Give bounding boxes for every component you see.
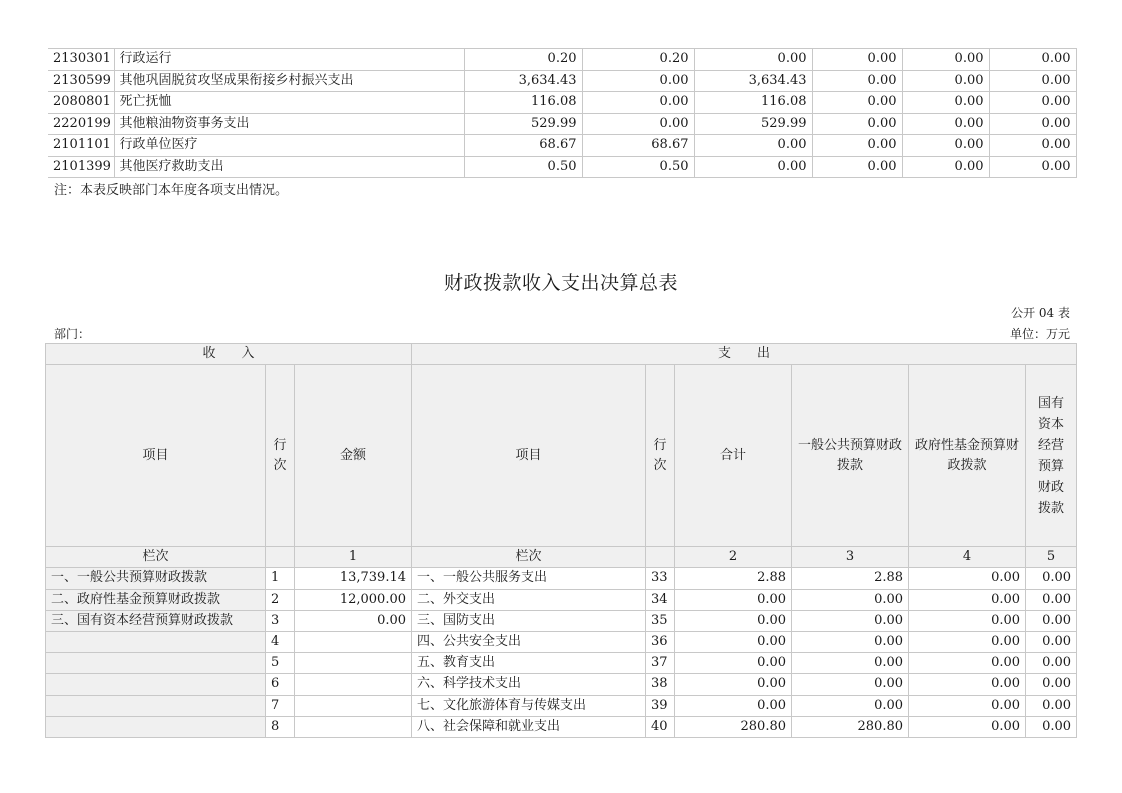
- table-row: [48, 92, 1076, 114]
- amount-cell: 68.67: [464, 135, 582, 157]
- amount-cell: 0.00: [989, 49, 1076, 71]
- amount-cell: 68.67: [582, 135, 694, 157]
- income-line-no: 7: [266, 695, 295, 716]
- amount-cell: 0.00: [902, 135, 989, 157]
- amount-cell: 0.00: [902, 70, 989, 92]
- state-capital-amount: 0.00: [1026, 589, 1077, 610]
- table-row: [48, 156, 1076, 178]
- expense-item: 七、文化旅游体育与传媒支出: [412, 695, 646, 716]
- amount-cell: 0.00: [989, 156, 1076, 178]
- state-capital-amount: 0.00: [1026, 568, 1077, 589]
- state-capital-amount: 0.00: [1026, 631, 1077, 652]
- general-budget-amount: 0.00: [792, 610, 909, 631]
- income-item: [46, 674, 266, 695]
- state-capital-amount: 0.00: [1026, 674, 1077, 695]
- table-row: [46, 589, 1077, 610]
- col-income-line: 行次: [266, 365, 295, 547]
- income-amount: [295, 674, 412, 695]
- seq-label-income: 栏次: [46, 547, 266, 568]
- seq-4: 4: [909, 547, 1026, 568]
- amount-cell: 0.00: [902, 49, 989, 71]
- table-row: [46, 695, 1077, 716]
- income-line-no: 2: [266, 589, 295, 610]
- fund-budget-amount: 0.00: [909, 695, 1026, 716]
- subject-code: 2080801: [48, 92, 114, 114]
- income-item: 二、政府性基金预算财政拨款: [46, 589, 266, 610]
- expense-item: 四、公共安全支出: [412, 631, 646, 652]
- amount-cell: 0.00: [812, 156, 902, 178]
- table-row: [48, 135, 1076, 157]
- fund-budget-amount: 0.00: [909, 610, 1026, 631]
- col-state-capital: 国有资本经营预算财政拨款: [1026, 365, 1077, 547]
- subject-name: 其他巩固脱贫攻坚成果衔接乡村振兴支出: [114, 70, 464, 92]
- subject-code: 2101399: [48, 156, 114, 178]
- fund-budget-amount: 0.00: [909, 568, 1026, 589]
- form-number: 公开 04 表: [1011, 306, 1070, 320]
- amount-cell: 0.20: [582, 49, 694, 71]
- section-header-row: [46, 344, 1077, 365]
- expense-line-no: 34: [646, 589, 675, 610]
- amount-cell: 0.00: [694, 156, 812, 178]
- table-row: [46, 610, 1077, 631]
- income-line-no: 8: [266, 716, 295, 737]
- expense-item: 八、社会保障和就业支出: [412, 716, 646, 737]
- income-item: [46, 695, 266, 716]
- amount-cell: 0.00: [812, 92, 902, 114]
- income-amount: [295, 653, 412, 674]
- general-budget-amount: 0.00: [792, 589, 909, 610]
- state-capital-amount: 0.00: [1026, 695, 1077, 716]
- page-title: 财政拨款收入支出决算总表: [443, 272, 678, 294]
- subject-name: 其他医疗救助支出: [114, 156, 464, 178]
- col-income-item: 项目: [46, 365, 266, 547]
- expense-line-no: 37: [646, 653, 675, 674]
- seq-label-expense: 栏次: [412, 547, 646, 568]
- expense-item: 二、外交支出: [412, 589, 646, 610]
- amount-cell: 0.00: [902, 113, 989, 135]
- expense-line-no: 36: [646, 631, 675, 652]
- income-line-no: 1: [266, 568, 295, 589]
- total-amount: 0.00: [675, 589, 792, 610]
- total-amount: 2.88: [675, 568, 792, 589]
- table-row: [46, 631, 1077, 652]
- seq-3: 3: [792, 547, 909, 568]
- income-item: [46, 653, 266, 674]
- amount-cell: 0.00: [812, 49, 902, 71]
- amount-cell: 0.00: [989, 135, 1076, 157]
- subject-code: 2130301: [48, 49, 114, 71]
- expense-item: 一、一般公共服务支出: [412, 568, 646, 589]
- total-amount: 0.00: [675, 610, 792, 631]
- subject-name: 行政单位医疗: [114, 135, 464, 157]
- table-row: [46, 716, 1077, 737]
- subject-code: 2130599: [48, 70, 114, 92]
- fund-budget-amount: 0.00: [909, 589, 1026, 610]
- state-capital-amount: 0.00: [1026, 653, 1077, 674]
- amount-cell: 0.00: [989, 92, 1076, 114]
- total-amount: 280.80: [675, 716, 792, 737]
- amount-cell: 3,634.43: [694, 70, 812, 92]
- amount-cell: 0.00: [902, 92, 989, 114]
- subject-name: 死亡抚恤: [114, 92, 464, 114]
- col-general-budget: 一般公共预算财政拨款: [792, 365, 909, 547]
- income-line-no: 5: [266, 653, 295, 674]
- total-amount: 0.00: [675, 695, 792, 716]
- amount-cell: 0.00: [812, 135, 902, 157]
- subject-name: 行政运行: [114, 49, 464, 71]
- income-item: 一、一般公共预算财政拨款: [46, 568, 266, 589]
- column-header-row: [46, 365, 1077, 547]
- general-budget-amount: 0.00: [792, 631, 909, 652]
- amount-cell: 3,634.43: [464, 70, 582, 92]
- amount-cell: 116.08: [464, 92, 582, 114]
- subject-code: 2220199: [48, 113, 114, 135]
- expense-item: 六、科学技术支出: [412, 674, 646, 695]
- expense-header: 支 出: [412, 344, 1077, 365]
- general-budget-amount: 0.00: [792, 653, 909, 674]
- fund-budget-amount: 0.00: [909, 716, 1026, 737]
- department-label: 部门：: [54, 327, 91, 341]
- fund-budget-amount: 0.00: [909, 674, 1026, 695]
- amount-cell: 0.50: [582, 156, 694, 178]
- general-budget-amount: 0.00: [792, 674, 909, 695]
- income-header: 收 入: [46, 344, 412, 365]
- amount-cell: 0.00: [989, 113, 1076, 135]
- income-amount: [295, 695, 412, 716]
- total-amount: 0.00: [675, 631, 792, 652]
- expense-line-no: 39: [646, 695, 675, 716]
- expense-item: 五、教育支出: [412, 653, 646, 674]
- fund-budget-amount: 0.00: [909, 653, 1026, 674]
- seq-1: 1: [295, 547, 412, 568]
- table-row: [46, 674, 1077, 695]
- col-fund-budget: 政府性基金预算财政拨款: [909, 365, 1026, 547]
- amount-cell: 0.50: [464, 156, 582, 178]
- income-amount: [295, 716, 412, 737]
- amount-cell: 0.00: [582, 113, 694, 135]
- subject-name: 其他粮油物资事务支出: [114, 113, 464, 135]
- expenditure-detail-table: [48, 48, 1077, 178]
- seq-5: 5: [1026, 547, 1077, 568]
- expense-line-no: 33: [646, 568, 675, 589]
- state-capital-amount: 0.00: [1026, 610, 1077, 631]
- col-income-amount: 金额: [295, 365, 412, 547]
- table-row: [48, 49, 1076, 71]
- unit-label: 单位：万元: [1009, 327, 1070, 341]
- income-item: [46, 631, 266, 652]
- fund-budget-amount: 0.00: [909, 631, 1026, 652]
- amount-cell: 0.00: [582, 70, 694, 92]
- table-row: [48, 70, 1076, 92]
- income-item: 三、国有资本经营预算财政拨款: [46, 610, 266, 631]
- expense-line-no: 40: [646, 716, 675, 737]
- col-total: 合计: [675, 365, 792, 547]
- table-note: 注：本表反映部门本年度各项支出情况。: [54, 183, 289, 198]
- amount-cell: 529.99: [694, 113, 812, 135]
- fiscal-summary-table: [45, 343, 1077, 738]
- amount-cell: 0.00: [694, 135, 812, 157]
- amount-cell: 0.00: [902, 156, 989, 178]
- table-row: [46, 568, 1077, 589]
- general-budget-amount: 2.88: [792, 568, 909, 589]
- state-capital-amount: 0.00: [1026, 716, 1077, 737]
- total-amount: 0.00: [675, 653, 792, 674]
- expense-line-no: 38: [646, 674, 675, 695]
- amount-cell: 0.00: [694, 49, 812, 71]
- expense-line-no: 35: [646, 610, 675, 631]
- expense-item: 三、国防支出: [412, 610, 646, 631]
- income-amount: 0.00: [295, 610, 412, 631]
- income-item: [46, 716, 266, 737]
- column-sequence-row: [46, 547, 1077, 568]
- col-expense-line: 行次: [646, 365, 675, 547]
- income-amount: [295, 631, 412, 652]
- table-row: [46, 653, 1077, 674]
- col-expense-item: 项目: [412, 365, 646, 547]
- amount-cell: 0.00: [812, 70, 902, 92]
- amount-cell: 0.00: [582, 92, 694, 114]
- table-row: [48, 113, 1076, 135]
- amount-cell: 0.00: [812, 113, 902, 135]
- amount-cell: 116.08: [694, 92, 812, 114]
- amount-cell: 0.00: [989, 70, 1076, 92]
- subject-code: 2101101: [48, 135, 114, 157]
- amount-cell: 0.20: [464, 49, 582, 71]
- income-amount: 13,739.14: [295, 568, 412, 589]
- income-line-no: 3: [266, 610, 295, 631]
- general-budget-amount: 0.00: [792, 695, 909, 716]
- seq-2: 2: [675, 547, 792, 568]
- income-amount: 12,000.00: [295, 589, 412, 610]
- total-amount: 0.00: [675, 674, 792, 695]
- amount-cell: 529.99: [464, 113, 582, 135]
- income-line-no: 6: [266, 674, 295, 695]
- general-budget-amount: 280.80: [792, 716, 909, 737]
- income-line-no: 4: [266, 631, 295, 652]
